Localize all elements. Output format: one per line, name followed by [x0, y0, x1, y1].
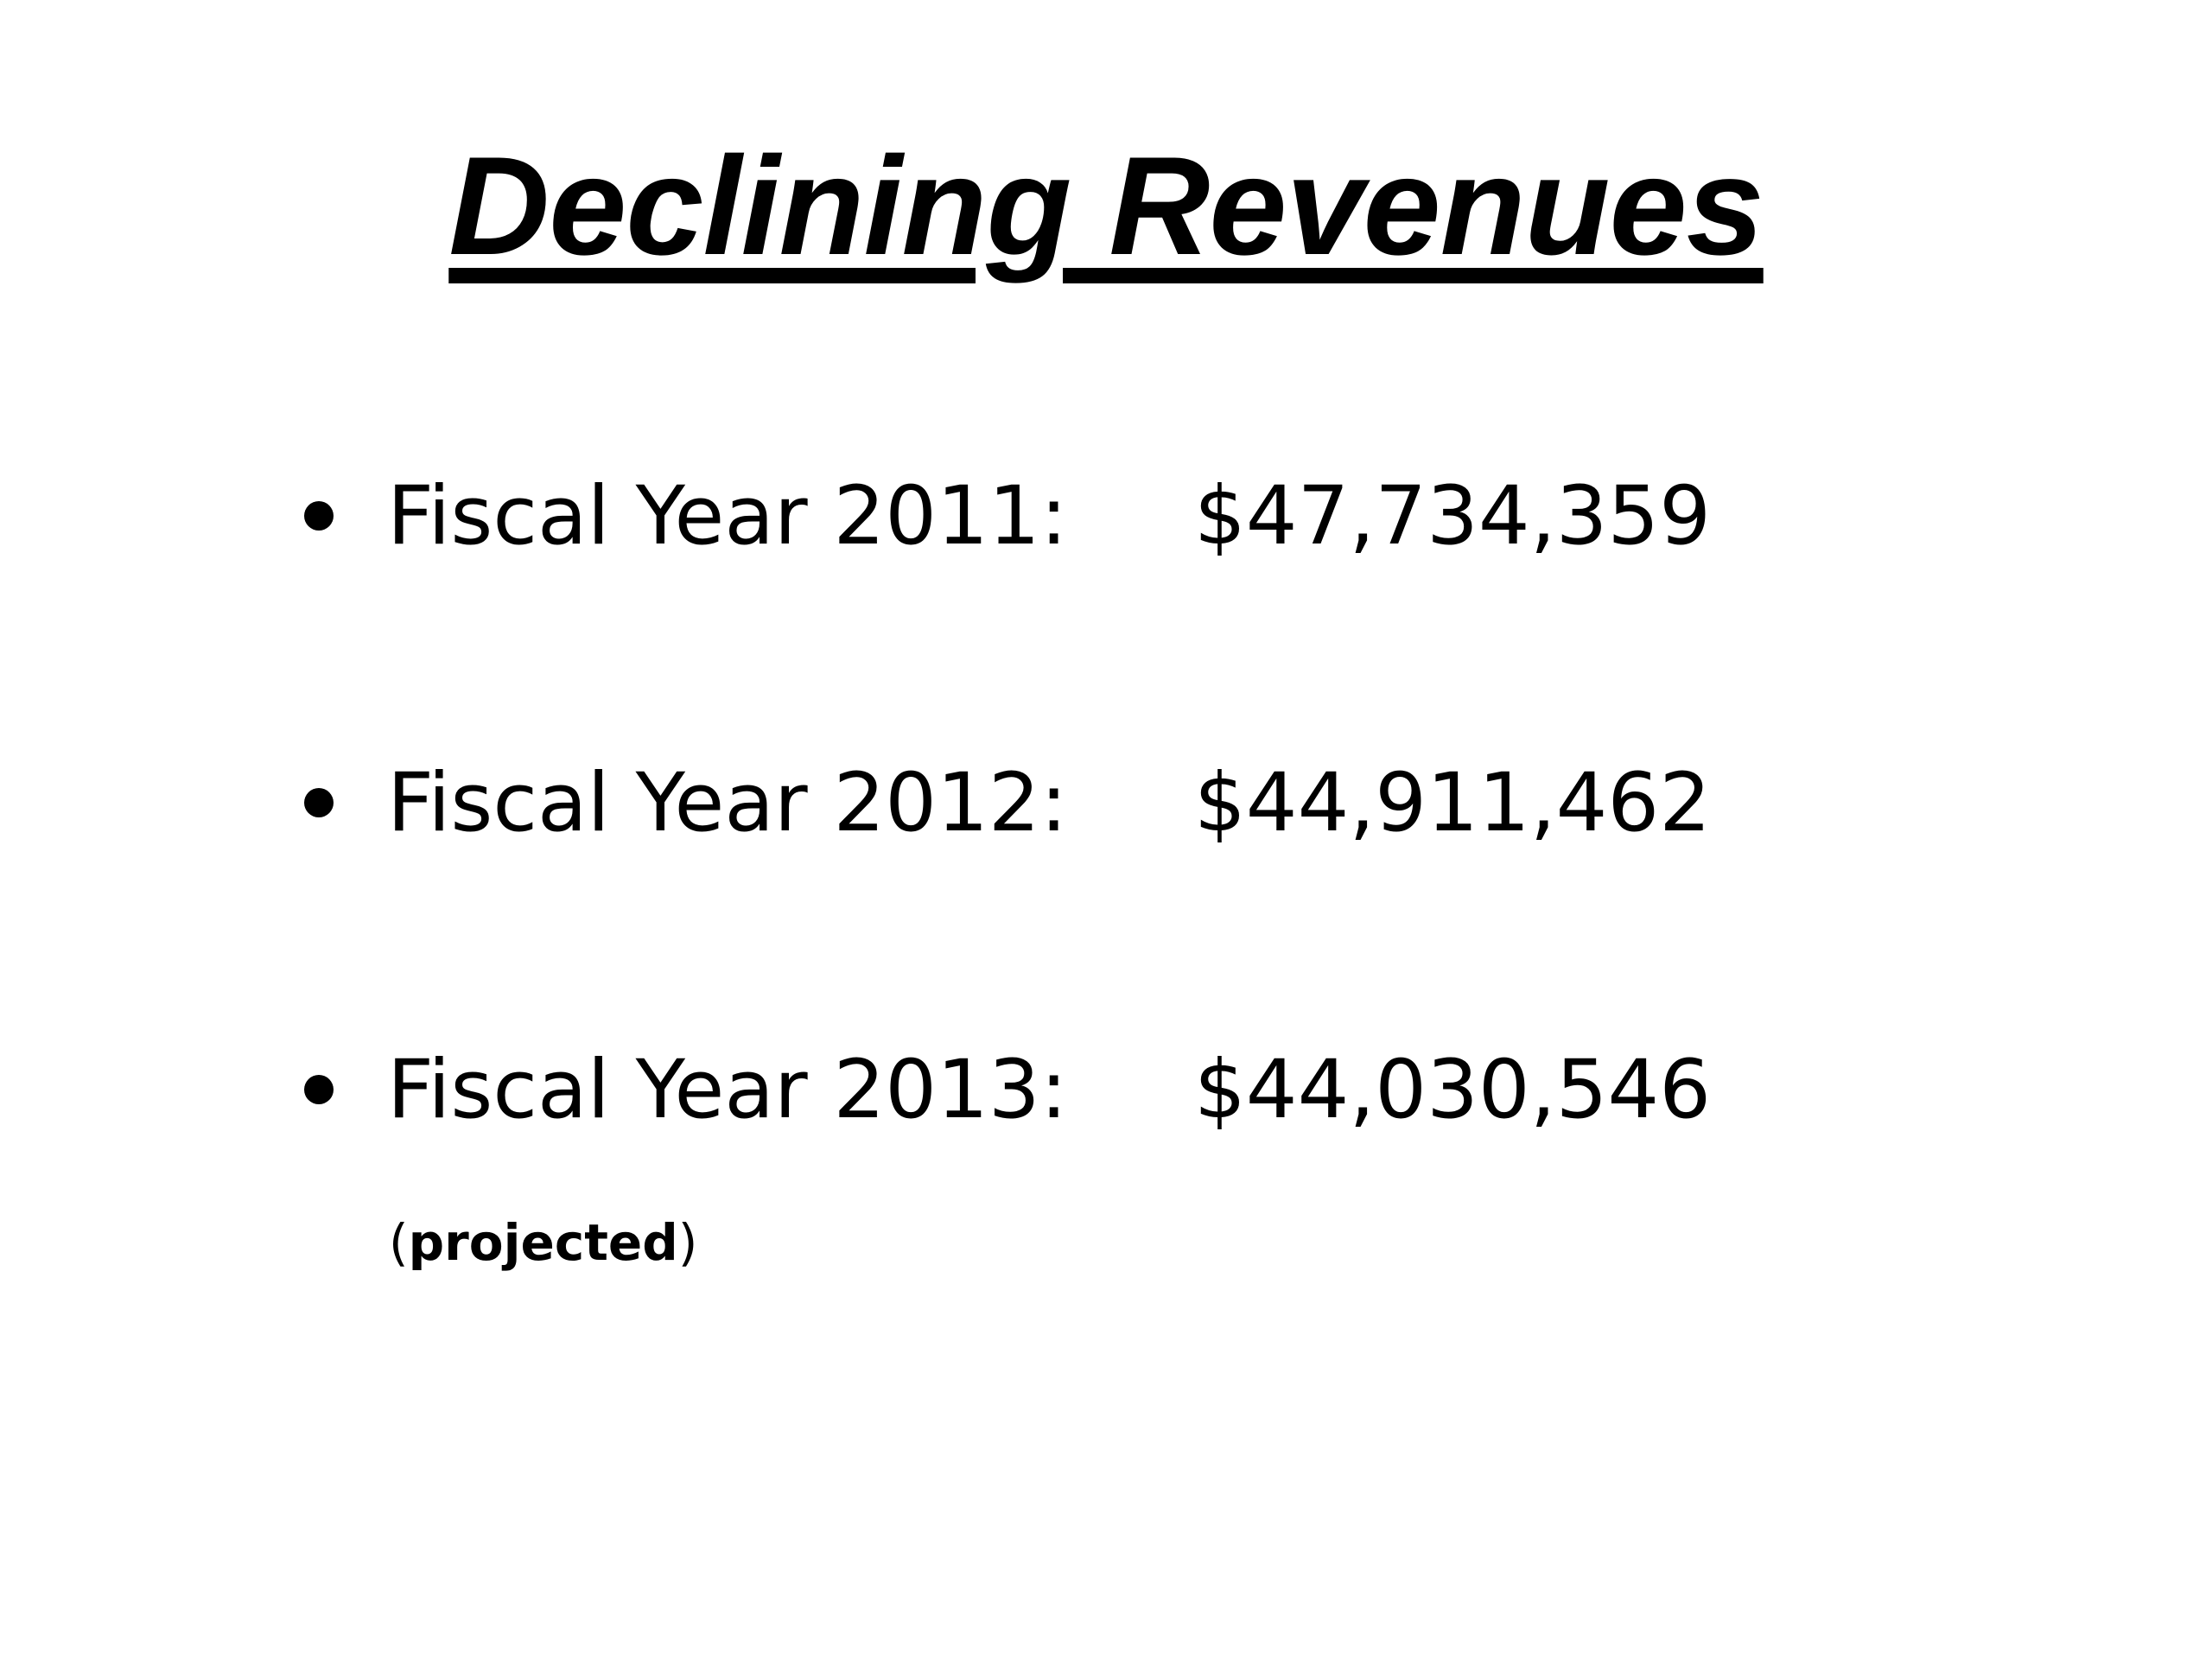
projected-note: [389, 1208, 697, 1277]
revenue-value: $44,030,546: [1194, 1043, 1712, 1137]
fiscal-year-label: Fiscal Year 2012:: [387, 756, 1068, 850]
fiscal-year-label: Fiscal Year 2011:: [387, 469, 1068, 563]
bullet-icon: [304, 788, 334, 817]
fiscal-year-label: Fiscal Year 2013:: [387, 1043, 1068, 1137]
bullet-icon: [304, 1075, 334, 1104]
bullet-item-fy2011: [0, 456, 2212, 577]
revenue-value: $44,911,462: [1194, 756, 1712, 850]
note-close-paren: ): [677, 1213, 698, 1272]
revenue-value: $47,734,359: [1194, 469, 1712, 563]
bullet-icon: [304, 501, 334, 531]
note-text: projected: [408, 1213, 678, 1272]
bullet-item-fy2012: [0, 743, 2212, 864]
slide-title: Declining Revenues: [448, 128, 1764, 284]
bullet-item-fy2013: [0, 1030, 2212, 1151]
note-open-paren: (: [389, 1213, 409, 1272]
